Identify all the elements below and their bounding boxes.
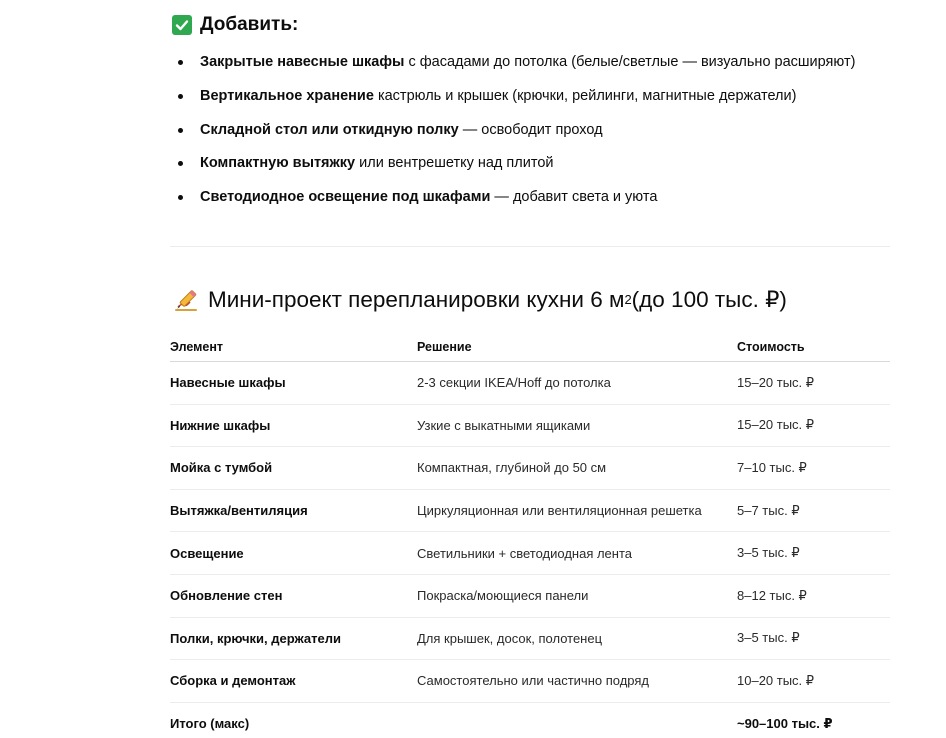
cell-cost: 5–7 тыс. ₽	[737, 489, 890, 532]
table-row	[170, 362, 890, 405]
cell-cost: 3–5 тыс. ₽	[737, 532, 890, 575]
item-bold: Компактную вытяжку	[200, 155, 356, 172]
cell-solution: Компактная, глубиной до 50 см	[417, 447, 737, 490]
add-section-heading	[172, 14, 298, 36]
cell-element: Вытяжка/вентиляция	[170, 489, 417, 532]
cell-solution: Циркуляционная или вентиляционная решетка	[417, 489, 737, 532]
cell-cost: ~90–100 тыс. ₽	[737, 715, 833, 731]
section-divider	[170, 246, 890, 247]
table-row	[170, 660, 890, 703]
plan-table	[170, 332, 890, 738]
pencil-icon	[172, 286, 200, 314]
check-mark-icon	[172, 15, 192, 35]
cell-cost: 15–20 тыс. ₽	[737, 362, 890, 405]
add-list	[176, 46, 896, 215]
cell-element: Сборка и демонтаж	[170, 660, 417, 703]
list-item	[176, 114, 896, 148]
title-text: Мини-проект перепланировки кухни 6 м	[208, 287, 625, 312]
bullet-icon	[178, 161, 183, 166]
cell-element: Навесные шкафы	[170, 362, 417, 405]
cell-element: Полки, крючки, держатели	[170, 617, 417, 660]
cell-solution: Самостоятельно или частично подряд	[417, 660, 737, 703]
item-text: или вентрешетку над плитой	[355, 155, 554, 172]
table-row	[170, 574, 890, 617]
list-item	[176, 181, 896, 215]
item-text: кастрюль и крышек (крючки, рейлинги, магнитные держатели)	[373, 87, 797, 104]
page-title: Мини-проект перепланировки кухни 6 м 2 (до 100 тыс. ₽)	[172, 286, 787, 314]
cell-cost: 7–10 тыс. ₽	[737, 447, 890, 490]
cell-solution	[417, 702, 737, 738]
table-total-row	[170, 702, 890, 738]
cell-cost: 8–12 тыс. ₽	[737, 574, 890, 617]
cell-cost: 3–5 тыс. ₽	[737, 617, 890, 660]
bullet-icon	[178, 60, 183, 65]
cell-solution: Светильники + светодиодная лента	[417, 532, 737, 575]
header-cost: Стоимость	[737, 332, 890, 362]
cell-solution: Узкие с выкатными ящиками	[417, 404, 737, 447]
list-item	[176, 147, 896, 181]
table-row	[170, 617, 890, 660]
cell-element: Освещение	[170, 532, 417, 575]
table-row	[170, 447, 890, 490]
cell-solution: 2-3 секции IKEA/Hoff до потолка	[417, 362, 737, 405]
table-row	[170, 489, 890, 532]
item-bold: Вертикальное хранение	[200, 87, 374, 104]
cell-cost: 15–20 тыс. ₽	[737, 404, 890, 447]
add-heading-text: Добавить:	[200, 14, 299, 35]
item-bold: Складной стол или откидную полку	[200, 121, 459, 138]
item-text: с фасадами до потолка (белые/светлые — визуально расширяют)	[404, 54, 856, 70]
list-item	[176, 46, 896, 80]
list-item	[176, 80, 896, 114]
item-text: — добавит света и уюта	[490, 189, 658, 206]
bullet-icon	[178, 94, 183, 99]
cell-element: Обновление стен	[170, 574, 417, 617]
cell-solution: Покраска/моющиеся панели	[417, 574, 737, 617]
cell-element: Нижние шкафы	[170, 404, 417, 447]
cell-solution: Для крышек, досок, полотенец	[417, 617, 737, 660]
table-header-row	[170, 332, 890, 362]
header-element: Элемент	[170, 332, 417, 362]
title-suffix: (до 100 тыс. ₽)	[631, 287, 787, 312]
item-bold: Закрытые навесные шкафы	[200, 54, 405, 70]
table-row	[170, 532, 890, 575]
table-row	[170, 404, 890, 447]
bullet-icon	[178, 128, 183, 133]
header-solution: Решение	[417, 332, 737, 362]
cell-element: Итого (макс)	[170, 716, 250, 732]
cell-element: Мойка с тумбой	[170, 447, 417, 490]
item-text: — освободит проход	[458, 121, 603, 138]
cell-cost: 10–20 тыс. ₽	[737, 660, 890, 703]
item-bold: Светодиодное освещение под шкафами	[200, 189, 491, 206]
bullet-icon	[178, 195, 183, 200]
